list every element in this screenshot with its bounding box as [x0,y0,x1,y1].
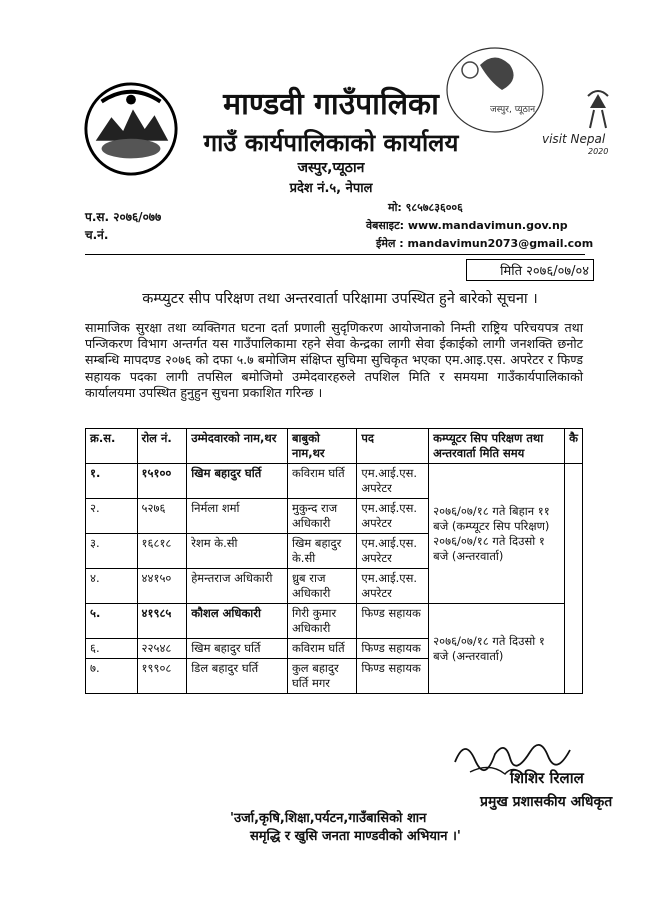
cell-name: खिम बहादुर घर्ति [187,464,288,499]
chalani-number: च.नं. [85,228,109,242]
cell-sn: ६. [86,639,138,659]
email: ईमेल : mandavimun2073@gmail.com [376,237,594,250]
cell-sn: १. [86,464,138,499]
website: वेबसाइट: www.mandavimun.gov.np [366,219,568,232]
signatory-name: शिशिर रिलाल [510,769,584,787]
col-header: क्र.स. [86,429,138,464]
col-header: बाबुको नाम,थर [287,429,356,464]
col-header: कम्प्यूटर सिप परिक्षण तथा अन्तरवार्ता मिति समय [429,429,565,464]
office-place: जस्पुर,प्यूठान [297,160,365,176]
col-header: उम्मेदवारको नाम,थर [187,429,288,464]
cell-father: कविराम घर्ति [287,464,356,499]
cell-name: कौशल अधिकारी [187,604,288,639]
cell-post: एम.आई.एस. अपरेटर [357,499,429,534]
table-header-row [86,429,583,464]
cell-name: रेशम के.सी [187,534,288,569]
cell-father: ध्रुब राज अधिकारी [287,569,356,604]
cell-remarks [565,464,583,694]
phone-number: मो: ९८५७८३६००६ [388,201,463,214]
col-header: कै [565,429,583,464]
notice-body: सामाजिक सुरक्षा तथा व्यक्तिगत घटना दर्ता प्रणाली सुदृणिकरण आयोजनाको निम्ती राष्ट्रिय परिचयपत्र तथा पन्जिकरण विभाग अन्तर्गत यस गाउँपालिकामा रहने सेवा केन्द्रका लागी सेवा ईकाईको लागी जनशक्ति छनोट सम्बन्धि मापदण्ड २०७६ को दफा ५.७ बमोजिम संक्षिप्त सुचिमा सुचिकृत भएका एम.आइ.एस. अपरेटर र फिण्ड सहायक पदका लागी तपसिल बमोजिमो उम्मेदवारहरुले तपशिल मिति र समयमा गाउँकार्यपालिकाको कार्यालयमा उपस्थित हुनुहुन सुचना प्रकाशित गरिन्छ । [85,320,583,400]
cell-name: हेमन्तराज अधिकारी [187,569,288,604]
cell-sn: ७. [86,659,138,694]
cell-sn: २. [86,499,138,534]
cell-roll: ४१९८५ [137,604,187,639]
cell-father: गिरी कुमार अधिकारी [287,604,356,639]
cell-roll: १५१०० [137,464,187,499]
office-name: गाउँ कार्यपालिकाको कार्यालय [203,129,459,157]
cell-sn: ५. [86,604,138,639]
cell-roll: १९९०८ [137,659,187,694]
cell-schedule: २०७६/०७/१८ गते बिहान ११ बजे (कम्प्यूटर सिप परिक्षण) २०७६/०७/१८ गते दिउसो १ बजे (अन्तरवार्ता) [429,464,565,604]
cell-father: खिम बहादुर के.सी [287,534,356,569]
svg-text:2020: 2020 [588,147,609,156]
cell-roll: ५२७६ [137,499,187,534]
notice-subject: कम्प्युटर सीप परिक्षण तथा अन्तरवार्ता परिक्षामा उपस्थित हुने बारेको सूचना । [142,291,538,307]
cell-post: एम.आई.एस. अपरेटर [357,534,429,569]
svg-text:visit Nepal: visit Nepal [542,132,606,146]
header-divider [85,254,585,255]
slogan-line-1: 'उर्जा,कृषि,शिक्षा,पर्यटन,गाउँबासिको शान [230,811,427,826]
cell-post: फिण्ड सहायक [357,639,429,659]
cell-roll: १६८१८ [137,534,187,569]
svg-text:जस्पुर, प्यूठान: जस्पुर, प्यूठान [490,105,536,115]
col-header: पद [357,429,429,464]
cell-sn: ३. [86,534,138,569]
cell-father: कुल बहादुर घर्ति मगर [287,659,356,694]
cell-father: कविराम घर्ति [287,639,356,659]
cell-post: फिण्ड सहायक [357,604,429,639]
table-row [86,464,583,499]
cell-father: मुकुन्द राज अधिकारी [287,499,356,534]
cell-name: निर्मला शर्मा [187,499,288,534]
cell-sn: ४. [86,569,138,604]
slogan-line-2: समृद्धि र खुसि जनता माण्डवीको अभियान ।' [250,829,461,844]
signatory-title: प्रमुख प्रशासकीय अधिकृत [480,794,613,810]
table-row [86,604,583,639]
reference-number: प.स. २०७६/०७७ [85,210,162,224]
cell-name: डिल बहादुर घर्ति [187,659,288,694]
office-province: प्रदेश नं.५, नेपाल [289,181,373,196]
col-header: रोल नं. [137,429,187,464]
cell-roll: २२५४८ [137,639,187,659]
letter-date: मिति २०७६/०७/०४ [466,259,594,281]
cell-roll: ४४१५० [137,569,187,604]
cell-post: एम.आई.एस. अपरेटर [357,569,429,604]
cell-schedule: २०७६/०७/१८ गते दिउसो १ बजे (अन्तरवार्ता) [429,604,565,694]
cell-post: एम.आई.एस. अपरेटर [357,464,429,499]
cell-name: खिम बहादुर घर्ति [187,639,288,659]
candidate-table [85,428,583,694]
org-name: माण्डवी गाउँपालिका [223,87,439,122]
cell-post: फिण्ड सहायक [357,659,429,694]
